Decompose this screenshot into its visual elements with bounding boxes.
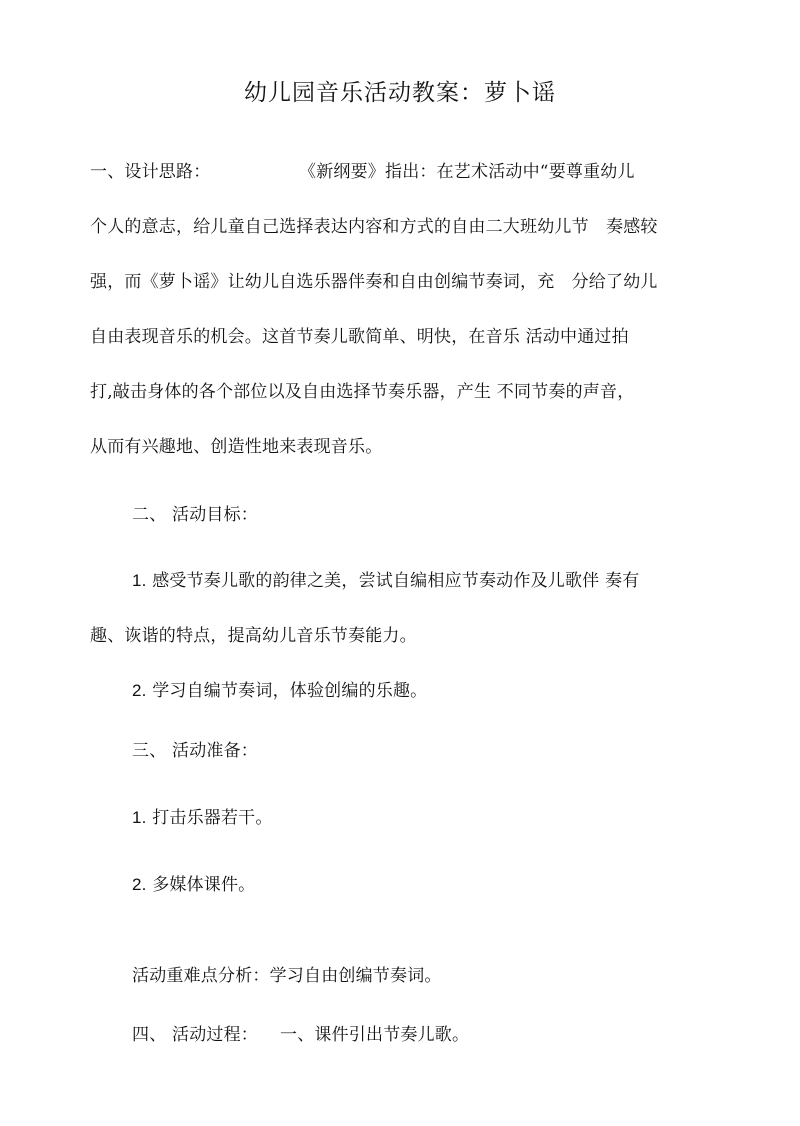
section3-item2-text: 多媒体课件。 [152, 875, 256, 895]
section4-heading: 四、 活动过程： [132, 1025, 259, 1045]
section1-heading: 一、设计思路： [90, 162, 211, 182]
section2-item1-number: 1. [132, 571, 147, 590]
section3-item1-text: 打击乐器若干。 [152, 808, 273, 828]
section2-item2-text: 学习自编节奏词，体验创编的乐趣。 [152, 681, 428, 701]
key-points: 活动重难点分析：学习自由创编节奏词。 [132, 966, 442, 986]
section2-item1-text: 感受节奏儿歌的韵律之美，尝试自编相应节奏动作及儿歌伴 奏有 [152, 571, 640, 591]
section1-lead: 《新纲要》指出：在艺术活动中“要尊重幼儿 [299, 162, 635, 182]
section1-line-5: 从而有兴趣地、创造性地来表现音乐。 [90, 437, 383, 457]
section3-item2-number: 2. [132, 875, 147, 894]
section2-heading: 二、 活动目标： [132, 505, 259, 525]
document-title: 幼儿园音乐活动教案：萝卜谣 [244, 80, 556, 106]
section3-item1 [132, 807, 273, 829]
section3-item1-number: 1. [132, 808, 147, 827]
section3-heading: 三、 活动准备： [132, 741, 259, 761]
section2-item1 [132, 570, 639, 592]
section1-line-4: 打,敲击身体的各个部位以及自由选择节奏乐器，产生 不同节奏的声音， [90, 382, 635, 402]
section4-sub: 一、课件引出节奏儿歌。 [280, 1025, 470, 1045]
section2-item2-number: 2. [132, 681, 147, 700]
section2-item1-continuation: 趣、诙谐的特点，提高幼儿音乐节奏能力。 [90, 626, 417, 646]
section1-line-2: 强，而《萝卜谣》让幼儿自选乐器伴奏和自由创编节奏词，充 分给了幼儿 [90, 272, 658, 292]
section2-item2 [132, 680, 427, 702]
section1-line-3: 自由表现音乐的机会。这首节奏儿歌简单、明快，在音乐 活动中通过拍 [90, 327, 629, 347]
section3-item2 [132, 874, 255, 896]
section1-line-1: 个人的意志，给儿童自己选择表达内容和方式的自由二大班幼儿节 奏感较 [90, 217, 658, 237]
